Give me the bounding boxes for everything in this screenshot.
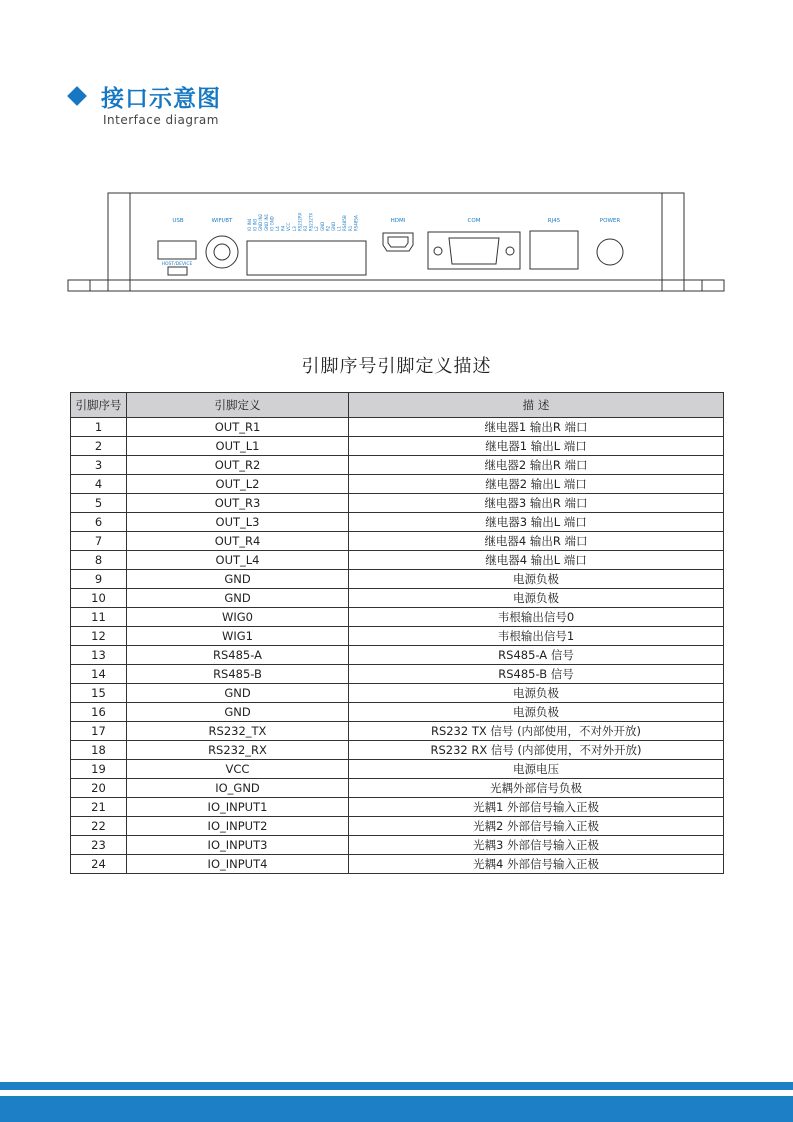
terminal-pin-label: IO IN3 [252, 218, 258, 231]
pin-definition-cell: IO_INPUT2 [127, 817, 349, 836]
pin-description-cell: 光耦2 外部信号输入正极 [349, 817, 724, 836]
pin-definition-cell: OUT_L2 [127, 475, 349, 494]
wifi-bt-label: WIFI/BT [211, 218, 233, 224]
pin-description-cell: 光耦1 外部信号输入正极 [349, 798, 724, 817]
com-label: COM [467, 218, 481, 224]
pin-definition-cell: GND [127, 703, 349, 722]
pin-description-cell: 电源负极 [349, 570, 724, 589]
pin-description-cell: RS485-B 信号 [349, 665, 724, 684]
pin-description-cell: 继电器1 输出L 端口 [349, 437, 724, 456]
terminal-pin-label: L4 [275, 226, 280, 231]
table-row [71, 836, 724, 855]
terminal-block [247, 241, 366, 275]
power-jack [597, 239, 623, 265]
pin-definition-cell: IO_INPUT1 [127, 798, 349, 817]
pin-number-cell: 9 [71, 570, 127, 589]
interface-diagram [0, 0, 793, 300]
terminal-pin-label: VCC [286, 222, 292, 231]
table-row [71, 779, 724, 798]
pin-number-cell: 15 [71, 684, 127, 703]
mounting-plate [68, 280, 724, 291]
power-label: POWER [599, 218, 621, 224]
terminal-pin-label: R2 [325, 225, 331, 231]
pin-definition-cell: OUT_R2 [127, 456, 349, 475]
pin-definition-cell: RS485-A [127, 646, 349, 665]
table-row [71, 589, 724, 608]
table-row [71, 418, 724, 437]
pin-number-cell: 11 [71, 608, 127, 627]
pin-definition-cell: GND [127, 589, 349, 608]
table-row [71, 551, 724, 570]
pin-number-cell: 20 [71, 779, 127, 798]
terminal-pin-label: L1 [336, 226, 342, 231]
table-row [71, 703, 724, 722]
table-row [71, 741, 724, 760]
pin-definition-cell: OUT_L1 [127, 437, 349, 456]
header-description: 描 述 [349, 393, 724, 418]
terminal-pin-label: RS232RX [297, 212, 303, 231]
pin-number-cell: 23 [71, 836, 127, 855]
pin-definition-cell: RS485-B [127, 665, 349, 684]
pin-definition-cell: WIG1 [127, 627, 349, 646]
pin-definition-cell: WIG0 [127, 608, 349, 627]
table-row [71, 627, 724, 646]
pin-description-cell: 继电器2 输出R 端口 [349, 456, 724, 475]
pin-description-cell: RS485-A 信号 [349, 646, 724, 665]
terminal-pin-label: IO GND [269, 216, 275, 231]
micro-usb-port [168, 267, 187, 275]
pin-description-cell: RS232 RX 信号 (内部使用，不对外开放) [349, 741, 724, 760]
table-row [71, 646, 724, 665]
pin-description-cell: 韦根输出信号0 [349, 608, 724, 627]
pin-definition-cell: GND [127, 684, 349, 703]
rj45-label: RJ45 [547, 218, 561, 224]
terminal-pin-label: GND IN2 [258, 213, 264, 231]
header-pin-number: 引脚序号 [71, 393, 127, 418]
pin-description-cell: 继电器4 输出L 端口 [349, 551, 724, 570]
terminal-pin-label: GND IN1 [263, 213, 269, 231]
terminal-pin-label: R1 [347, 225, 353, 231]
pin-number-cell: 5 [71, 494, 127, 513]
pin-definition-cell: OUT_R1 [127, 418, 349, 437]
table-row [71, 456, 724, 475]
pin-definition-cell: VCC [127, 760, 349, 779]
pin-description-cell: 韦根输出信号1 [349, 627, 724, 646]
pin-description-cell: 电源负极 [349, 703, 724, 722]
pin-number-cell: 19 [71, 760, 127, 779]
rj45-port [530, 231, 578, 269]
pin-definition-cell: OUT_L4 [127, 551, 349, 570]
pin-number-cell: 18 [71, 741, 127, 760]
terminal-pin-label: R4 [280, 225, 286, 231]
table-row [71, 513, 724, 532]
section-subtitle: Interface diagram [103, 113, 219, 127]
pin-description-cell: 继电器3 输出R 端口 [349, 494, 724, 513]
terminal-pin-label: RS232TX [308, 212, 314, 231]
terminal-pin-label: R3 [303, 225, 308, 231]
pin-number-cell: 6 [71, 513, 127, 532]
section-title: 接口示意图 [101, 86, 221, 112]
hdmi-label: HDMI [390, 218, 406, 224]
table-row [71, 760, 724, 779]
table-row [71, 608, 724, 627]
footer-stripe-thick [0, 1096, 793, 1122]
header-pin-definition: 引脚定义 [127, 393, 349, 418]
pin-description-cell: 继电器1 输出R 端口 [349, 418, 724, 437]
pin-definition-cell: IO_GND [127, 779, 349, 798]
pin-description-cell: 继电器2 输出L 端口 [349, 475, 724, 494]
pin-definition-cell: IO_INPUT3 [127, 836, 349, 855]
terminal-pin-label: L3 [291, 226, 297, 231]
pin-definition-cell: IO_INPUT4 [127, 855, 349, 874]
pin-description-cell: 继电器3 输出L 端口 [349, 513, 724, 532]
terminal-pin-label: GND [331, 221, 336, 231]
usb-label: USB [172, 218, 184, 224]
pin-number-cell: 3 [71, 456, 127, 475]
pin-number-cell: 14 [71, 665, 127, 684]
pin-description-cell: 光耦3 外部信号输入正极 [349, 836, 724, 855]
pin-number-cell: 17 [71, 722, 127, 741]
pin-description-cell: RS232 TX 信号 (内部使用，不对外开放) [349, 722, 724, 741]
table-row [71, 532, 724, 551]
table-row [71, 798, 724, 817]
terminal-pin-label: RS485B [342, 215, 348, 231]
table-title: 引脚序号引脚定义描述 [301, 356, 492, 377]
pin-definition-table [70, 392, 724, 874]
terminal-pin-label: GND [319, 221, 325, 231]
pin-description-cell: 电源负极 [349, 589, 724, 608]
table-row [71, 684, 724, 703]
pin-number-cell: 22 [71, 817, 127, 836]
pin-description-cell: 光耦外部信号负极 [349, 779, 724, 798]
table-row [71, 475, 724, 494]
pin-number-cell: 13 [71, 646, 127, 665]
pin-definition-cell: RS232_TX [127, 722, 349, 741]
usb-port [158, 241, 196, 259]
pin-description-cell: 光耦4 外部信号输入正极 [349, 855, 724, 874]
table-row [71, 722, 724, 741]
table-row [71, 855, 724, 874]
terminal-pin-label: RS485A [353, 215, 359, 231]
pin-number-cell: 16 [71, 703, 127, 722]
terminal-pin-label: L2 [314, 226, 320, 231]
pin-number-cell: 7 [71, 532, 127, 551]
pin-number-cell: 12 [71, 627, 127, 646]
terminal-pin-label: IO IN4 [247, 218, 252, 231]
table-row [71, 570, 724, 589]
pin-definition-cell: RS232_RX [127, 741, 349, 760]
antenna-connector [206, 236, 238, 268]
pin-number-cell: 10 [71, 589, 127, 608]
pin-definition-cell: OUT_L3 [127, 513, 349, 532]
pin-number-cell: 8 [71, 551, 127, 570]
pin-definition-cell: OUT_R3 [127, 494, 349, 513]
table-row [71, 437, 724, 456]
pin-definition-cell: OUT_R4 [127, 532, 349, 551]
table-row [71, 665, 724, 684]
footer-stripe-thin [0, 1082, 793, 1090]
pin-definition-cell: GND [127, 570, 349, 589]
pin-number-cell: 24 [71, 855, 127, 874]
pin-number-cell: 1 [71, 418, 127, 437]
pin-number-cell: 2 [71, 437, 127, 456]
pin-description-cell: 继电器4 输出R 端口 [349, 532, 724, 551]
host-device-label: HOST/DEVICE [161, 262, 193, 267]
pin-number-cell: 4 [71, 475, 127, 494]
table-row [71, 494, 724, 513]
table-row [71, 817, 724, 836]
table-header-row [71, 393, 724, 418]
pin-number-cell: 21 [71, 798, 127, 817]
pin-description-cell: 电源负极 [349, 684, 724, 703]
pin-description-cell: 电源电压 [349, 760, 724, 779]
